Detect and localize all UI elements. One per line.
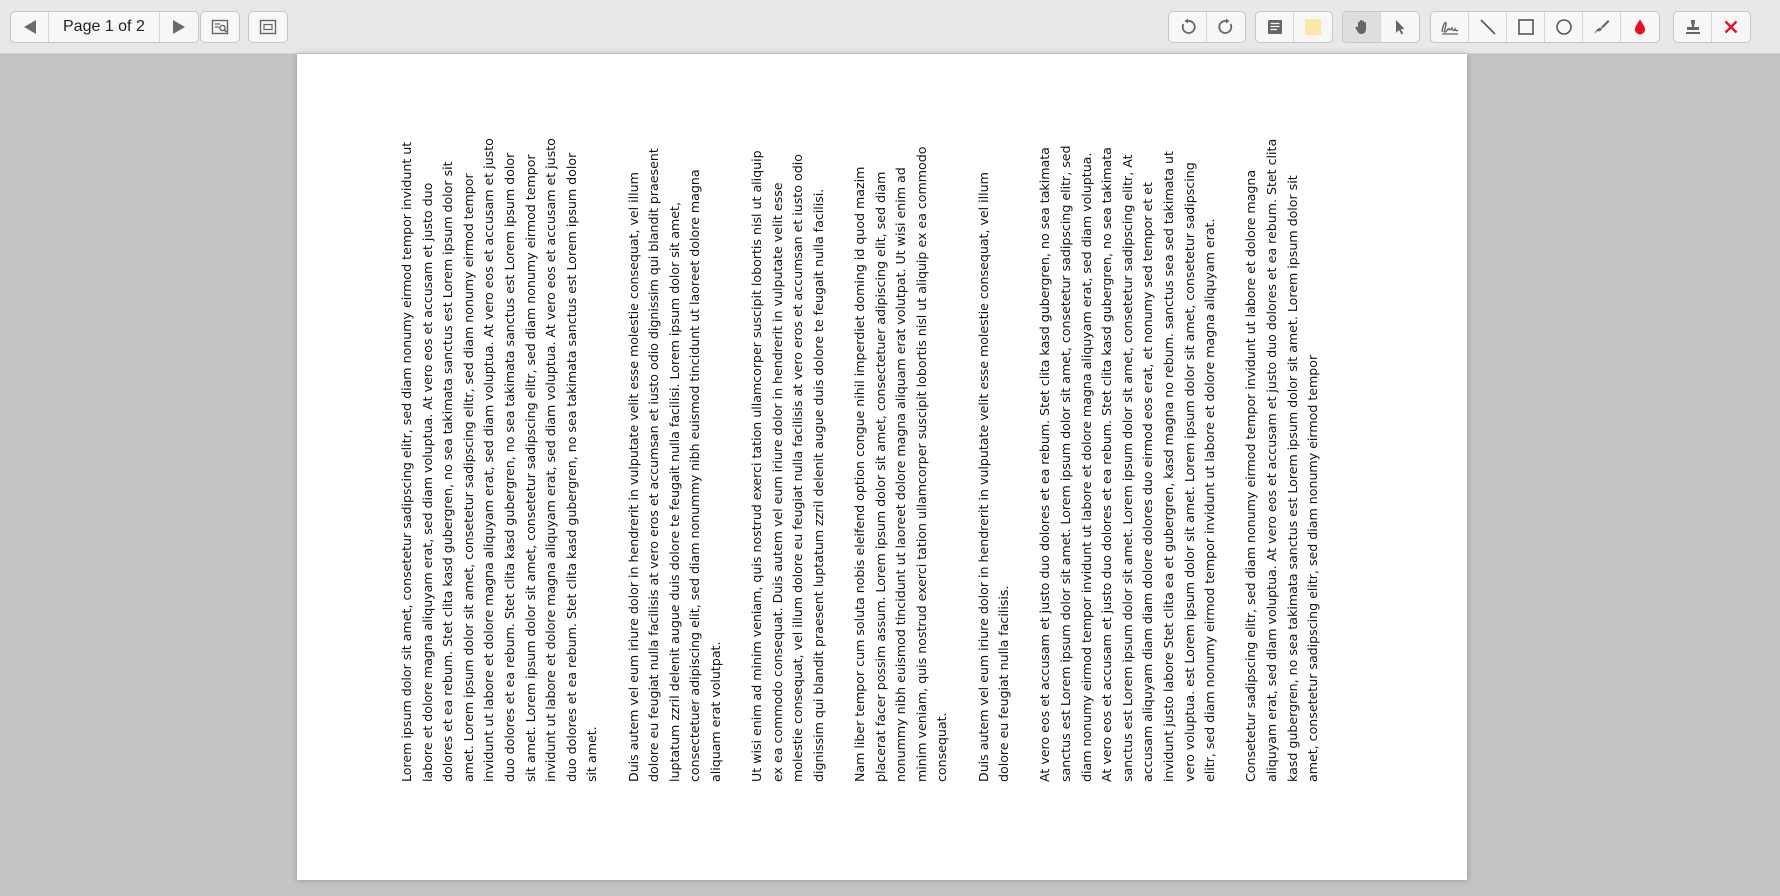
text-note-button[interactable] [1256, 12, 1294, 42]
page-text [397, 137, 1344, 782]
rectangle-icon [1517, 18, 1535, 36]
color-picker-button[interactable] [1621, 12, 1659, 42]
rotate-clockwise-icon [1217, 18, 1235, 36]
document-page [297, 54, 1467, 880]
page-navigation [10, 11, 199, 43]
ellipse-button[interactable] [1545, 12, 1583, 42]
draw-tool-group [1430, 11, 1660, 43]
rotate-clockwise-button[interactable] [1207, 12, 1245, 42]
line-icon [1479, 18, 1497, 36]
find-in-page-button[interactable] [201, 12, 239, 42]
close-icon [1722, 18, 1740, 36]
paragraph-1: Lorem ipsum dolor sit amet, consetetur sadipscing elitr, sed diam nonumy eirmod tempor invidunt ut labore et dolore magna aliquyam erat, sed diam voluptua. At vero eos et accusam et justo duo dolores et ea rebum. Stet clita kasd gubergren, no sea takimata sanctus est Lorem ipsum dolor sit amet. Lorem ipsum dolor sit amet, consetetur sadipscing elitr, sed diam nonumy eirmod tempor invidunt ut labore et dolore magna aliquyam erat, sed diam voluptua. At vero eos et accusam et justo duo dolores et ea rebum. Stet clita kasd gubergren, no sea takimata sanctus est Lorem ipsum dolor sit amet. Lorem ipsum dolor sit amet, consetetur sadipscing elitr, sed diam nonumy eirmod tempor invidunt ut labore et dolore magna aliquyam erat, sed diam voluptua. At vero eos et accusam et justo duo dolores et ea rebum. Stet clita kasd gubergren, no sea takimata sanctus est Lorem ipsum dolor sit amet. [399, 138, 600, 782]
color-drop-icon [1631, 18, 1649, 36]
page-indicator: Page 1 of 2 [49, 12, 160, 42]
rectangle-button[interactable] [1507, 12, 1545, 42]
hand-pan-button[interactable] [1343, 12, 1381, 42]
paragraph-3: Ut wisi enim ad minim veniam, quis nostrud exerci tation ullamcorper suscipit lobortis nisl ut aliquip ex ea commodo consequat. Duis autem vel eum iriure dolor in hendrerit in vulputate velit esse molestie consequat, vel illum dolore eu feugiat nulla facilisis at vero eros et accumsan et iusto odio dignissim qui blandit praesent luptatum zzril delenit augue duis dolore te feugait nulla facilisi. [749, 150, 826, 782]
paragraph-4: Nam liber tempor cum soluta nobis eleifend option congue nihil imperdiet doming id quod mazim placerat facer possim assum. Lorem ipsum dolor sit amet, consectetuer adipiscing elit, sed diam nonummy nibh euismod tincidunt ut laoreet dolore magna aliquam erat volutpat. Ut wisi enim ad minim veniam, quis nostrud exerci tation ullamcorper suscipit lobortis nisl ut aliquip ex ea commodo consequat. [852, 146, 950, 782]
highlight-button[interactable] [1294, 12, 1332, 42]
arrow-select-button[interactable] [1381, 12, 1419, 42]
text-note-icon [1266, 19, 1284, 35]
rotate-tool-group [1168, 11, 1246, 43]
find-tool-group [200, 11, 240, 43]
annotation-tool-group [1255, 11, 1333, 43]
close-button[interactable] [1712, 12, 1750, 42]
pen-button[interactable] [1583, 12, 1621, 42]
paragraph-7: Consetetur sadipscing elitr, sed diam nonumy eirmod tempor invidunt ut labore et dolore magna aliquyam erat, sed diam voluptua. At vero eos et accusam et justo duo dolores et ea rebum. Stet clita kasd gubergren, no sea takimata sanctus est Lorem ipsum dolor sit amet. Lorem ipsum dolor sit amet, consetetur sadipscing elitr, sed diam nonumy eirmod tempor [1243, 138, 1321, 782]
line-button[interactable] [1469, 12, 1507, 42]
find-in-page-icon [211, 19, 229, 35]
next-page-button[interactable] [160, 12, 198, 42]
paragraph-6: At vero eos et accusam et justo duo dolores et ea rebum. Stet clita kasd gubergren, no sea takimata sanctus est Lorem ipsum dolor sit amet. Lorem ipsum dolor sit amet, consetetur sadipscing elitr, sed diam nonumy eirmod tempor invidunt ut labore et dolore magna aliquyam erat, sed diam voluptua. At vero eos et accusam et justo duo dolores et ea rebum. Stet clita kasd gubergren, no sea takimata sanctus est Lorem ipsum dolor sit amet. Lorem ipsum dolor sit amet, consetetur sadipscing elitr, At accusam aliquyam diam diam dolore dolores duo eirmod eos erat, et nonumy sed tempor et et invidunt justo labore Stet clita ea et gubergren, kasd magna no rebum. sanctus sea sed takimata ut vero voluptua. est Lorem ipsum dolor sit amet. Lorem ipsum dolor sit amet, consetetur sadipscing elitr, sed diam nonumy eirmod tempor invidunt ut labore et dolore magna aliquyam erat. [1037, 145, 1218, 782]
previous-page-button[interactable] [11, 12, 49, 42]
pointer-tool-group [1342, 11, 1420, 43]
highlight-icon [1304, 18, 1322, 36]
triangle-right-icon [170, 19, 188, 35]
fit-page-button[interactable] [249, 12, 287, 42]
pen-icon [1593, 18, 1611, 36]
fit-page-icon [259, 19, 277, 35]
triangle-left-icon [21, 19, 39, 35]
rotate-counterclockwise-icon [1179, 18, 1197, 36]
fit-tool-group [248, 11, 288, 43]
rotate-counterclockwise-button[interactable] [1169, 12, 1207, 42]
signature-icon [1440, 18, 1460, 36]
end-tool-group [1673, 11, 1751, 43]
toolbar [0, 0, 1780, 54]
hand-pan-icon [1353, 18, 1371, 36]
stamp-icon [1684, 18, 1702, 36]
ellipse-icon [1555, 18, 1573, 36]
arrow-select-icon [1391, 18, 1409, 36]
signature-button[interactable] [1431, 12, 1469, 42]
paragraph-2: Duis autem vel eum iriure dolor in hendrerit in vulputate velit esse molestie consequat, vel illum dolore eu feugiat nulla facilisis at vero eros et accumsan et iusto odio dignissim qui blandit praesent luptatum zzril delenit augue duis dolore te feugait nulla facilisi. Lorem ipsum dolor sit amet, consectetuer adipiscing elit, sed diam nonummy nibh euismod tincidunt ut laoreet dolore magna aliquam erat volutpat. [625, 148, 723, 782]
paragraph-5: Duis autem vel eum iriure dolor in hendrerit in vulputate velit esse molestie consequat, vel illum dolore eu feugiat nulla facilisis. [975, 172, 1012, 782]
stamp-button[interactable] [1674, 12, 1712, 42]
